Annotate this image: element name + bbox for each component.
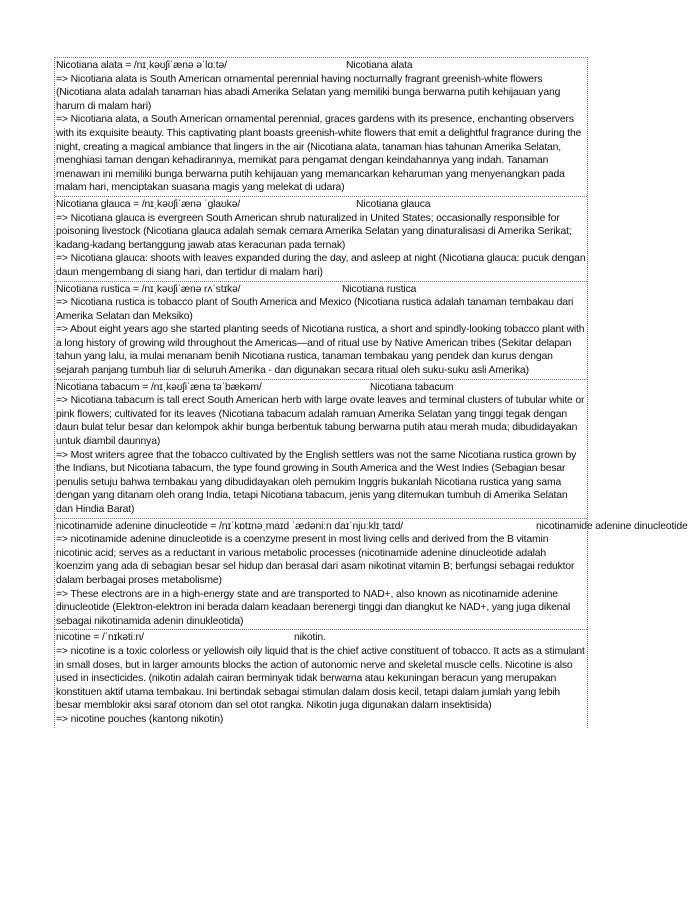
headword-pronunciation: Nicotiana glauca = /nɪˌkəʊʃiˈænə ˈɡlaʊkə/ <box>56 198 241 210</box>
headword-pronunciation: Nicotiana rustica = /nɪˌkəʊʃiˈænə rʌˈstɪkə/ <box>56 283 241 295</box>
example-paragraph: => Most writers agree that the tobacco cultivated by the English settlers was not the same Nicotiana rustica grown by the Indians, but Nicotiana tabacum, the type found growing in South America and the West Indies (Sebagian besar penulis setuju bahwa tembakau yang dibudidayakan oleh pemukim Inggris bukanlah Nicotiana rustica yang sama dengan yang ditanam oleh orang India, tetapi Nicotiana tabacum, jenis yang ditemukan tumbuh di Amerika Selatan dan Hindia Barat) <box>56 449 577 515</box>
headword-translation: Nicotiana tabacum <box>370 381 454 393</box>
entry-head <box>56 520 688 534</box>
definition-paragraph: => Nicotiana alata is South American ornamental perennial having nocturnally fragrant greenish-white flowers (Nicotiana alata adalah tanaman hias abadi Amerika Selatan yang memiliki bunga berwarna putih kehijauan yang harum di malam hari) <box>56 73 561 112</box>
headword-pronunciation: Nicotiana alata = /nɪˌkəʊʃiˈænə əˈlɑːtə/ <box>56 60 227 71</box>
entry-head <box>56 198 586 212</box>
entry-nicotine <box>55 630 587 727</box>
example-paragraph: => nicotine pouches (kantong nikotin) <box>56 713 224 725</box>
headword-translation: nikotin. <box>294 632 326 644</box>
definition-paragraph: => nicotine is a toxic colorless or yellowish oily liquid that is the chief active constituent of tobacco. It acts as a stimulant in small doses, but in larger amounts blocks the action of autonomic nerve and skeletal muscle cells. Nicotine is also used in insecticides. (nikotin adalah cairan berminyak tidak berwarna atau kekuningan beracun yang merupakan konstituen aktif utama tembakau. Ini bertindak sebagai stimulan dalam dosis kecil, tetapi dalam jumlah yang lebih besar memblokir aksi saraf otonom dan sel otot rangka. Nikotin juga digunakan dalam insektisida) <box>56 645 585 712</box>
entry-head <box>56 381 586 395</box>
headword-pronunciation: nicotine = /ˈnɪkətiːn/ <box>56 632 144 644</box>
example-paragraph: => Nicotiana glauca: shoots with leaves expanded during the day, and asleep at night (Nicotiana glauca: pucuk dengan daun mengembang di siang hari, dan tertidur di malam hari) <box>56 253 586 278</box>
entry-head <box>56 283 586 297</box>
entry-nicotiana-tabacum <box>55 380 587 519</box>
headword-translation: nicotinamide adenine dinucleotide <box>536 520 688 532</box>
entry-nicotiana-glauca <box>55 197 587 282</box>
headword-translation: Nicotiana glauca <box>356 198 431 210</box>
headword-pronunciation: nicotinamide adenine dinucleotide = /nɪˈkɒtɪnəˌmaɪd ˈædəniːn daɪˈnjuːklɪˌtaɪd/ <box>56 520 403 532</box>
definition-paragraph: => Nicotiana glauca is evergreen South American shrub naturalized in United States; occasionally responsible for poisoning livestock (Nicotiana glauca adalah semak cemara Amerika Selatan yang dinaturalisasi di Amerika Serikat; kadang-kadang bertanggung jawab atas keracunan pada ternak) <box>56 212 572 251</box>
example-paragraph: => These electrons are in a high-energy state and are transported to NAD+, also known as nicotinamide adenine dinucleotide (Elektron-elektron ini berada dalam keadaan berenergi tinggi dan diangkut ke NAD+, yang juga dikenal sebagai nikotinamida adenin dinukleotida) <box>56 588 571 627</box>
entry-head <box>56 59 586 73</box>
headword-translation: Nicotiana alata <box>346 60 413 71</box>
entry-nicotiana-rustica <box>55 282 587 380</box>
definition-paragraph: => Nicotiana rustica is tobacco plant of South America and Mexico (Nicotiana rustica adalah tanaman tembakau dari Amerika Selatan dan Meksiko) <box>56 297 574 322</box>
example-paragraph: => Nicotiana alata, a South American ornamental perennial, graces gardens with its presence, enchanting observers with its exquisite beauty. This captivating plant boasts greenish-white flowers that emit a delightful fragrance during the night, creating a magical ambiance that lingers in the air (Nicotiana alata, tanaman hias tahunan Amerika Selatan, menghiasi taman dengan kehadirannya, memikat para pengamat dengan keindahannya yang indah. Tanaman menawan ini memiliki bunga berwarna putih kehijauan yang memancarkan keharuman yang menyenangkan pada malam hari, menciptakan suasana magis yang melekat di udara) <box>56 114 582 194</box>
entry-nicotiana-alata <box>55 58 587 197</box>
headword-translation: Nicotiana rustica <box>342 283 417 295</box>
entry-nicotinamide-adenine-dinucleotide <box>55 519 688 631</box>
definition-paragraph: => nicotinamide adenine dinucleotide is a coenzyme present in most living cells and derived from the B vitamin nicotinic acid; serves as a reductant in various metabolic processes (nicotinamide adenine dinucleotide adalah koenzim yang ada di sebagian besar sel hidup dan berasal dari asam nikotinat vitamin B; berfungsi sebagai reduktor dalam berbagai proses metabolisme) <box>56 534 575 586</box>
dictionary-page <box>54 57 688 728</box>
example-paragraph: => About eight years ago she started planting seeds of Nicotiana rustica, a short and spindly-looking tobacco plant with a long history of growing wild throughout the Americas—and of ritual use by Native American tribes (Sekitar delapan tahun yang lalu, ia mulai menanam benih Nicotiana rustica, tanaman tembakau yang pendek dan kurus dengan sejarah panjang tumbuh liar di seluruh Amerika - dan digunakan secara ritual oleh suku-suku asli Amerika) <box>56 324 585 377</box>
headword-pronunciation: Nicotiana tabacum = /nɪˌkəʊʃiˈænə təˈbækəm/ <box>56 381 262 393</box>
definition-paragraph: => Nicotiana tabacum is tall erect South American herb with large ovate leaves and terminal clusters of tubular white or pink flowers; cultivated for its leaves (Nicotiana tabacum adalah ramuan Amerika Selatan yang tinggi tegak dengan daun bulat telur besar dan kelompok akhir bunga berbentuk tabung berwarna putih atau merah muda; dibudidayakan untuk diambil daunnya) <box>56 395 585 448</box>
entry-head <box>56 631 586 645</box>
